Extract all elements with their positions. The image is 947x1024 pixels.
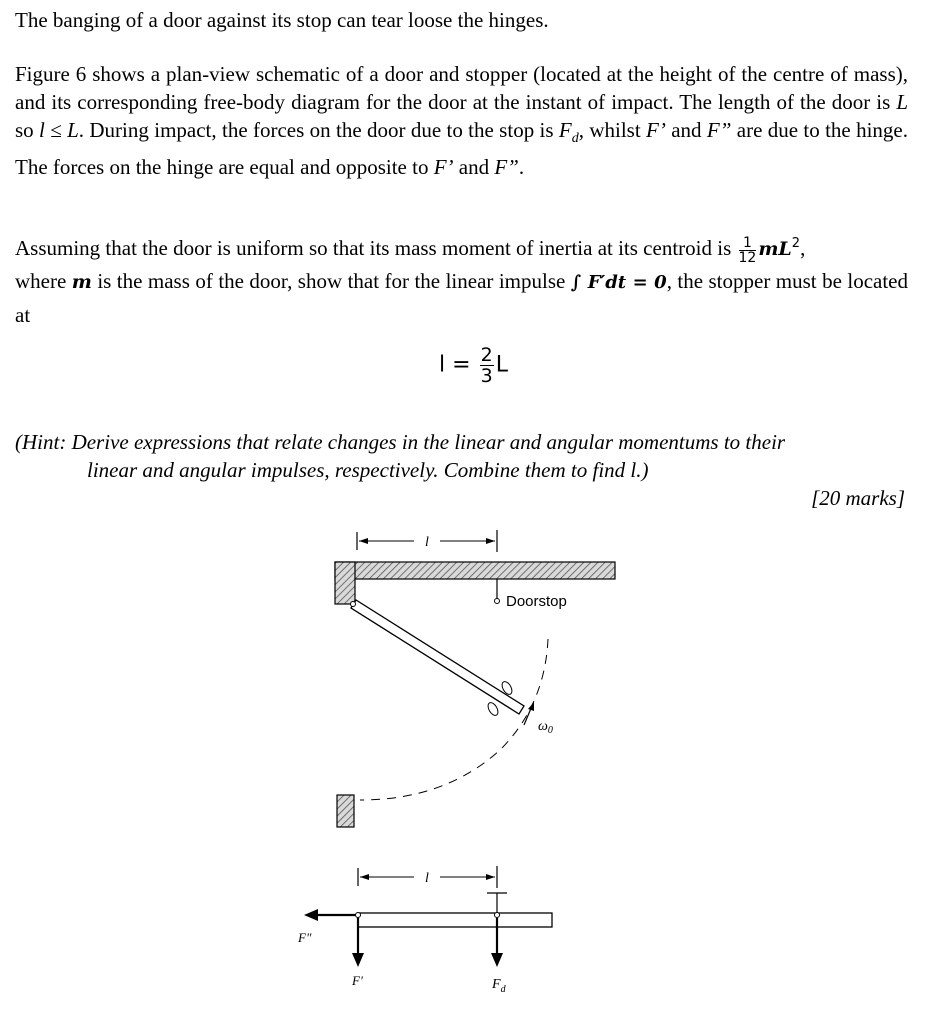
doorstop-label: Doorstop	[506, 593, 567, 610]
p2-symbol-Fd-sub: d	[571, 131, 579, 147]
equation-lhs: l =	[439, 352, 471, 378]
p2-symbol-Fdoubleprime: F”	[706, 118, 732, 142]
p2-text-7: are due to the hinge. The forces on the hinge are equal and opposite to	[15, 118, 909, 180]
hint-line-1: (Hint: Derive expressions that relate changes in the linear and angular momentums to their	[15, 430, 786, 454]
p2-text-4: . During impact, the forces on the door due to the stop is	[78, 118, 559, 142]
p3-text-5: , the stopper must be located at	[15, 269, 908, 327]
intro-sentence: The banging of a door against its stop can tear loose the hinges.	[15, 8, 549, 32]
omega-subscript: 0	[547, 725, 553, 736]
wall	[335, 562, 615, 827]
svg-text:Fd	[491, 977, 507, 995]
lower-wall-block	[337, 795, 354, 827]
f-double-prime-label: F"	[298, 930, 312, 945]
equation-denominator: 3	[480, 365, 493, 387]
p2-symbol-Fprime: F’	[646, 118, 666, 142]
p3-text-2: ,	[800, 236, 806, 260]
inertia-fraction-numerator: 1	[739, 236, 757, 251]
p2-text-1: Figure 6 shows a plan-view schematic of a door and stopper (located at the height of the centre of mass), and its corresponding free-body diagram for the door at the instant of impact. The length of the door is	[15, 62, 908, 114]
bottom-l-label: l	[425, 871, 429, 886]
equation-rhs: L	[495, 352, 508, 378]
fbd-door-bar	[358, 913, 552, 927]
svg-text:ω0	[538, 719, 553, 736]
fd-label: F	[492, 977, 501, 992]
top-dimension	[357, 530, 497, 552]
p2-text-6: and	[665, 118, 707, 142]
top-l-label: l	[425, 535, 429, 550]
hint-line-2: linear and angular impulses, respectively. Combine them to find l.)	[87, 458, 649, 482]
p2-symbol-l: l	[39, 118, 45, 142]
p2-text-9: .	[518, 155, 525, 180]
f-prime-label: F'	[352, 973, 363, 988]
marks-label: [20 marks]	[811, 486, 905, 510]
p2-symbol-L: L	[896, 90, 908, 114]
p2-symbol-Fd: F	[558, 118, 572, 142]
p3-text-1: Assuming that the door is uniform so that its mass moment of inertia at its centroid is	[15, 236, 737, 260]
p2-symbol-Fprime-2: F’	[433, 155, 454, 180]
angular-velocity-arrow	[524, 702, 553, 736]
door-slab	[351, 600, 525, 717]
p2-symbol-Fdoubleprime-2: F”	[494, 155, 519, 180]
equation-numerator: 2	[480, 344, 493, 366]
inertia-exponent: 2	[791, 236, 801, 251]
p2-text-8: and	[453, 155, 495, 180]
p2-symbol-L2: L	[67, 118, 79, 142]
inertia-mL: mL	[758, 238, 792, 260]
inertia-fraction-denominator: 12	[738, 249, 757, 266]
omega-label: ω	[538, 719, 548, 734]
p3-symbol-m: m	[71, 271, 92, 293]
door-handle-bottom	[486, 701, 500, 717]
free-body-diagram	[297, 893, 552, 995]
doorstop	[495, 579, 567, 610]
linear-impulse-expression: ∫ F′dt = 0	[570, 272, 667, 293]
p3-text-4: is the mass of the door, show that for the linear impulse	[91, 269, 571, 293]
fd-subscript: d	[500, 984, 506, 995]
p3-text-3: where	[15, 269, 72, 293]
bottom-dimension	[358, 866, 497, 888]
p2-text-5: , whilst	[578, 118, 647, 142]
p2-text-3: ≤	[44, 118, 68, 142]
p2-text-2: so	[15, 118, 40, 142]
